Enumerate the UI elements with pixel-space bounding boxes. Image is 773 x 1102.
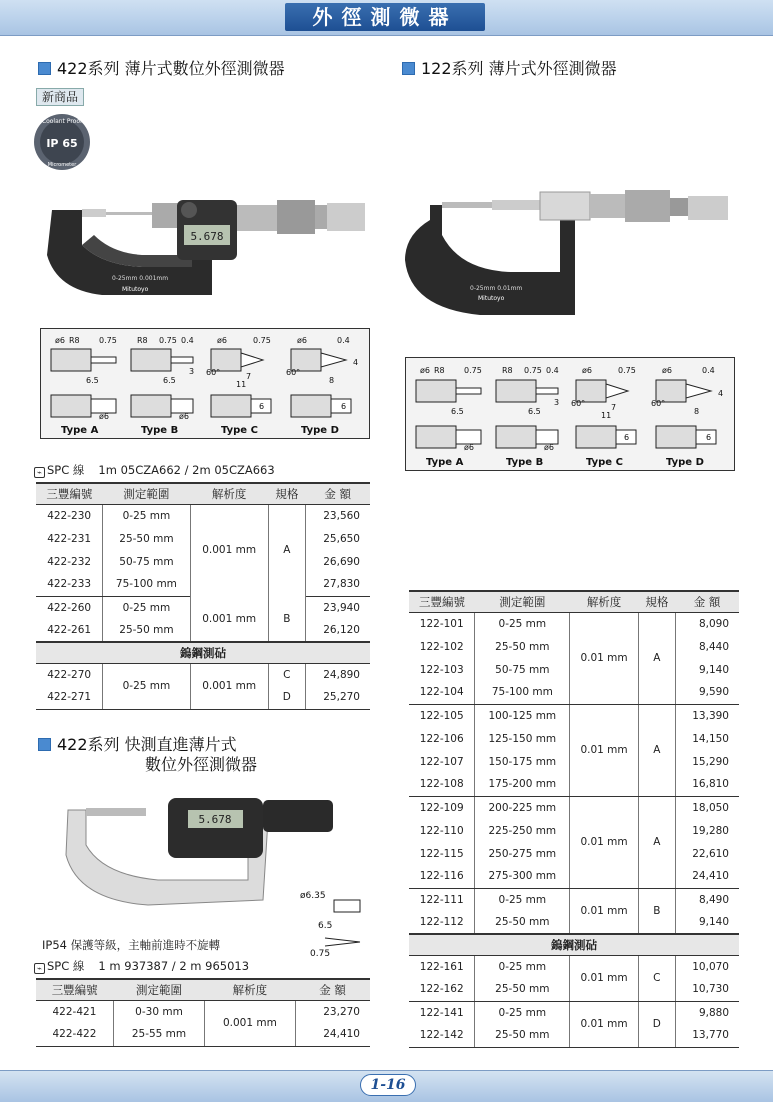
svg-text:7: 7	[611, 403, 617, 412]
anvil-shapes-diagram	[41, 329, 371, 440]
svg-text:5.678: 5.678	[198, 813, 232, 826]
table-row: 122-109 200-225 mm 0.01 mm A 18,050	[409, 796, 739, 819]
spc-cable-icon: ⌁	[34, 963, 45, 974]
svg-text:6: 6	[259, 402, 265, 411]
page-number: 1-16	[360, 1074, 416, 1096]
table-row: 422-260 0-25 mm 0.001 mm B 23,940	[36, 596, 370, 619]
table-row: 122-107 150-175 mm 15,290	[409, 750, 739, 773]
section-title-122-blade: 122系列 薄片式外徑測微器	[402, 56, 617, 79]
table-row: 422-233 75-100 mm 27,830	[36, 573, 370, 596]
svg-text:6.5: 6.5	[318, 921, 333, 931]
bullet-icon	[38, 62, 51, 75]
spc-cable-line-2: ⌁ SPC 線 1 m 937387 / 2 m 965013	[34, 958, 249, 974]
ip54-note: IP54 保護等級，主軸前進時不旋轉	[42, 938, 221, 952]
table-row: 122-101 0-25 mm 0.01 mm A 8,090	[409, 612, 739, 635]
type-b-label: Type B	[506, 457, 544, 468]
table-row: 122-106 125-150 mm 14,150	[409, 727, 739, 750]
svg-text:ø6.35: ø6.35	[300, 891, 326, 901]
table-row: 122-103 50-75 mm 9,140	[409, 658, 739, 681]
svg-text:ø6: ø6	[297, 336, 307, 345]
new-product-badge: 新商品	[36, 88, 84, 106]
svg-text:IP 65: IP 65	[46, 137, 78, 150]
spc-cable-icon: ⌁	[34, 467, 45, 478]
anvil-type-diagram-left	[40, 328, 370, 439]
svg-text:ø6: ø6	[99, 412, 109, 421]
svg-text:60°: 60°	[571, 399, 586, 408]
mechanical-blade-micrometer-image	[400, 190, 740, 330]
svg-text:6.5: 6.5	[163, 376, 176, 385]
spec-table-422-quick: 三豐編號 測定範圍 解析度 金 額 422-421 0-30 mm 0.001 mm 23,270 422-422 25-55 mm 24,410	[36, 978, 370, 1047]
svg-text:0.75: 0.75	[253, 336, 271, 345]
svg-text:Coolant Proof: Coolant Proof	[41, 118, 83, 125]
table-row: 122-115 250-275 mm 22,610	[409, 842, 739, 865]
svg-text:ø6: ø6	[55, 336, 65, 345]
ip65-badge-icon	[32, 112, 92, 172]
svg-text:0.4: 0.4	[181, 336, 194, 345]
svg-text:6.5: 6.5	[86, 376, 99, 385]
svg-text:0.4: 0.4	[337, 336, 350, 345]
table-row: 122-104 75-100 mm 9,590	[409, 681, 739, 704]
table-row: 122-141 0-25 mm 0.01 mm D 9,880	[409, 1001, 739, 1024]
svg-text:ø6: ø6	[217, 336, 227, 345]
svg-text:R8: R8	[69, 336, 80, 345]
table-row: 122-108 175-200 mm 16,810	[409, 773, 739, 796]
svg-text:ø6: ø6	[544, 443, 554, 452]
svg-text:0.75: 0.75	[159, 336, 177, 345]
type-d-label: Type D	[666, 457, 704, 468]
table-row: 422-261 25-50 mm 26,120	[36, 619, 370, 642]
svg-text:3: 3	[189, 367, 195, 376]
svg-text:6.5: 6.5	[528, 407, 541, 416]
spc-cable-line-1: ⌁ SPC 線 1m 05CZA662 / 2m 05CZA663	[34, 462, 275, 478]
type-c-label: Type C	[221, 425, 258, 436]
svg-text:0.75: 0.75	[524, 366, 542, 375]
svg-text:8: 8	[329, 376, 335, 385]
svg-text:R8: R8	[502, 366, 513, 375]
svg-text:0.75: 0.75	[464, 366, 482, 375]
svg-text:6: 6	[706, 433, 712, 442]
spec-table-122-blade: 三豐編號 測定範圍 解析度 規格 金 額 122-101 0-25 mm 0.01 mm A 8,090 122-102 25-50 mm 8,440 122-103 50-75 mm 9,140 122-104 75-100 mm 9,590 122-105 100-125 mm 0.01 mm A 13,390 122-106 125-150 mm 14,150 122-107 150-175 mm 15,290 122-108 175-200 mm 16,810 122-109 200-225 mm 0.01 mm A 18,050 122-110 225-250 mm 19,280 122-115 250-275 mm 22,610 122-116 275-300 mm 24,410 122-111 0-25 mm 0.01 mm B 8,490 122-112 25-50 mm 9,140 鎢鋼測砧 122-161 0-25 mm 0.01 mm C 10,070 122-162 25-50 mm 10,730 122-141 0-25 mm 0.01 mm D 9,880 122-142 25-50 mm 13,770	[409, 590, 739, 1048]
type-a-label: Type A	[426, 457, 464, 468]
page-title: 外徑測微器	[285, 3, 485, 31]
digital-blade-micrometer-image	[42, 195, 372, 305]
svg-text:60°: 60°	[206, 368, 221, 377]
table-row: 122-111 0-25 mm 0.01 mm B 8,490	[409, 888, 739, 911]
quick-anvil-dim-diagram	[300, 890, 370, 960]
type-c-label: Type C	[586, 457, 623, 468]
svg-text:ø6: ø6	[464, 443, 474, 452]
section-title-422-quick-line2: 數位外徑測微器	[145, 755, 258, 774]
table-row: 122-105 100-125 mm 0.01 mm A 13,390	[409, 704, 739, 727]
svg-text:ø6: ø6	[662, 366, 672, 375]
svg-text:3: 3	[554, 398, 560, 407]
table-row: 422-232 50-75 mm 26,690	[36, 550, 370, 573]
svg-text:R8: R8	[137, 336, 148, 345]
table-row: 422-231 25-50 mm 25,650	[36, 527, 370, 550]
table-row: 422-230 0-25 mm 0.001 mm A 23,560	[36, 504, 370, 527]
spec-table-422-blade: 三豐編號 測定範圍 解析度 規格 金 額 422-230 0-25 mm 0.001 mm A 23,560 422-231 25-50 mm 25,650 422-232 50-75 mm 26,690 422-233 75-100 mm 27,830 422-260 0-25 mm 0.001 mm B 23,940 422-261 25-50 mm 26,120 鎢鋼測砧 422-270 0-25 mm 0.001 mm C 24,890 422-271 D 25,270	[36, 482, 370, 710]
svg-text:60°: 60°	[286, 368, 301, 377]
table-row: 422-421 0-30 mm 0.001 mm 23,270	[36, 1000, 370, 1023]
type-a-label: Type A	[61, 425, 99, 436]
svg-text:4: 4	[718, 389, 724, 398]
svg-text:0.75: 0.75	[99, 336, 117, 345]
svg-text:0-25mm 0.01mm: 0-25mm 0.01mm	[470, 285, 523, 292]
svg-text:0.75: 0.75	[310, 949, 331, 959]
svg-text:5.678: 5.678	[190, 230, 224, 243]
svg-text:6: 6	[341, 402, 347, 411]
anvil-shapes-diagram	[406, 358, 736, 472]
svg-text:4: 4	[353, 358, 359, 367]
table-row: 422-271 D 25,270	[36, 686, 370, 709]
svg-text:6: 6	[624, 433, 630, 442]
svg-text:11: 11	[601, 411, 612, 420]
svg-text:0.75: 0.75	[618, 366, 636, 375]
svg-text:0.4: 0.4	[702, 366, 715, 375]
svg-text:60°: 60°	[651, 399, 666, 408]
svg-text:R8: R8	[434, 366, 445, 375]
table-row: 122-142 25-50 mm 13,770	[409, 1024, 739, 1047]
carbide-subheader: 鎢鋼測砧	[36, 642, 370, 663]
table-row: 422-270 0-25 mm 0.001 mm C 24,890	[36, 663, 370, 686]
table-row: 122-161 0-25 mm 0.01 mm C 10,070	[409, 955, 739, 978]
table-row: 122-110 225-250 mm 19,280	[409, 819, 739, 842]
table-row: 122-112 25-50 mm 9,140	[409, 911, 739, 934]
svg-text:8: 8	[694, 407, 700, 416]
svg-text:7: 7	[246, 372, 252, 381]
svg-text:ø6: ø6	[179, 412, 189, 421]
section-title-422-blade: 422系列 薄片式數位外徑測微器	[38, 56, 285, 79]
carbide-subheader: 鎢鋼測砧	[409, 934, 739, 955]
svg-text:6.5: 6.5	[451, 407, 464, 416]
type-b-label: Type B	[141, 425, 179, 436]
type-d-label: Type D	[301, 425, 339, 436]
anvil-type-diagram-right	[405, 357, 735, 471]
table-row: 422-422 25-55 mm 24,410	[36, 1023, 370, 1046]
table-row: 122-102 25-50 mm 8,440	[409, 635, 739, 658]
svg-text:Micrometer: Micrometer	[47, 162, 77, 168]
svg-text:Mitutoyo: Mitutoyo	[478, 295, 505, 302]
bullet-icon	[402, 62, 415, 75]
svg-text:11: 11	[236, 380, 247, 389]
svg-text:0.4: 0.4	[546, 366, 559, 375]
section-title-422-quick: 422系列 快測直進薄片式	[38, 732, 237, 755]
svg-text:0-25mm 0.001mm: 0-25mm 0.001mm	[112, 275, 169, 282]
bullet-icon	[38, 738, 51, 751]
svg-text:Mitutoyo: Mitutoyo	[122, 286, 149, 293]
table-row: 122-162 25-50 mm 10,730	[409, 978, 739, 1001]
svg-text:ø6: ø6	[582, 366, 592, 375]
table-row: 122-116 275-300 mm 24,410	[409, 865, 739, 888]
svg-text:ø6: ø6	[420, 366, 430, 375]
